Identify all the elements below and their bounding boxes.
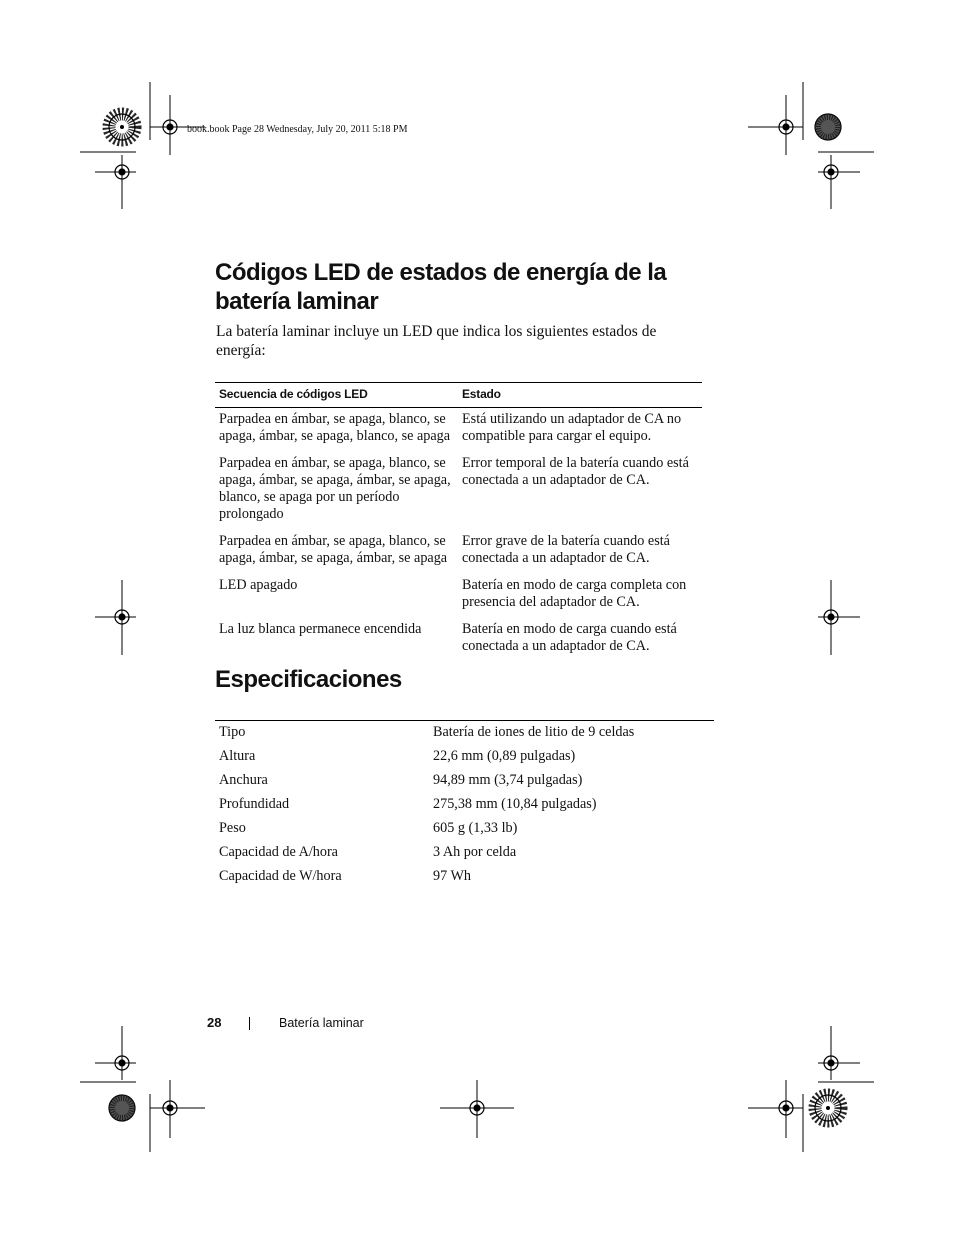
led-status-cell: Batería en modo de carga completa con presencia del adaptador de CA.: [462, 577, 687, 610]
led-sequence-cell: Parpadea en ámbar, se apaga, blanco, se apaga, ámbar, se apaga, blanco, se apaga: [219, 411, 451, 444]
spec-value: 22,6 mm (0,89 pulgadas): [433, 748, 576, 764]
led-sequence-cell: Parpadea en ámbar, se apaga, blanco, se apaga, ámbar, se apaga, ámbar, se apaga: [219, 533, 448, 566]
section-title-specifications: Especificaciones: [215, 666, 402, 693]
footer-chapter-title: Batería laminar: [279, 1016, 364, 1030]
table-row: [215, 817, 714, 841]
intro-paragraph: La batería laminar incluye un LED que indica los siguientes estados de energía:: [216, 323, 657, 359]
page-number: 28: [207, 1015, 222, 1030]
spec-label: Peso: [219, 820, 246, 836]
led-status-cell: Error grave de la batería cuando está conectada a un adaptador de CA.: [462, 533, 670, 566]
spec-label: Anchura: [219, 772, 268, 788]
led-status-cell: Error temporal de la batería cuando está conectada a un adaptador de CA.: [462, 455, 689, 488]
spec-value: 275,38 mm (10,84 pulgadas): [433, 796, 597, 812]
table-row: [215, 841, 714, 865]
table-row: [215, 575, 702, 619]
table-row: [215, 408, 702, 454]
spec-value: Batería de iones de litio de 9 celdas: [433, 724, 635, 740]
spec-value: 605 g (1,33 lb): [433, 820, 518, 836]
led-status-cell: Está utilizando un adaptador de CA no compatible para cargar el equipo.: [462, 411, 682, 444]
table-row: [215, 721, 714, 746]
table-row: [215, 769, 714, 793]
table-row: [215, 619, 702, 663]
footer-divider: [249, 1017, 250, 1030]
spec-label: Capacidad de A/hora: [219, 844, 338, 860]
table-row: [215, 793, 714, 817]
specifications-table: [215, 720, 714, 889]
led-sequence-cell: Parpadea en ámbar, se apaga, blanco, se apaga, ámbar, se apaga, ámbar, se apaga, blanco, se apaga por un período prolongado: [219, 455, 451, 522]
spec-value: 3 Ah por celda: [433, 844, 517, 860]
spec-label: Tipo: [219, 724, 246, 740]
led-sequence-cell: LED apagado: [219, 577, 298, 593]
spec-label: Altura: [219, 748, 256, 764]
table-row: [215, 865, 714, 889]
spec-value: 94,89 mm (3,74 pulgadas): [433, 772, 583, 788]
spec-label: Capacidad de W/hora: [219, 868, 342, 884]
section-title-led-codes: Códigos LED de estados de energía de la batería laminar: [215, 259, 667, 315]
table-header-row: [215, 383, 702, 408]
column-header-sequence: Secuencia de códigos LED: [215, 383, 458, 408]
led-sequence-cell: La luz blanca permanece encendida: [219, 621, 422, 637]
print-header: book.book Page 28 Wednesday, July 20, 2011 5:18 PM: [187, 124, 408, 135]
column-header-status: Estado: [458, 383, 702, 408]
spec-label: Profundidad: [219, 796, 290, 812]
led-codes-table: [215, 382, 702, 663]
table-row: [215, 531, 702, 575]
table-row: [215, 745, 714, 769]
spec-value: 97 Wh: [433, 868, 471, 884]
table-row: [215, 453, 702, 531]
led-status-cell: Batería en modo de carga cuando está conectada a un adaptador de CA.: [462, 621, 677, 654]
